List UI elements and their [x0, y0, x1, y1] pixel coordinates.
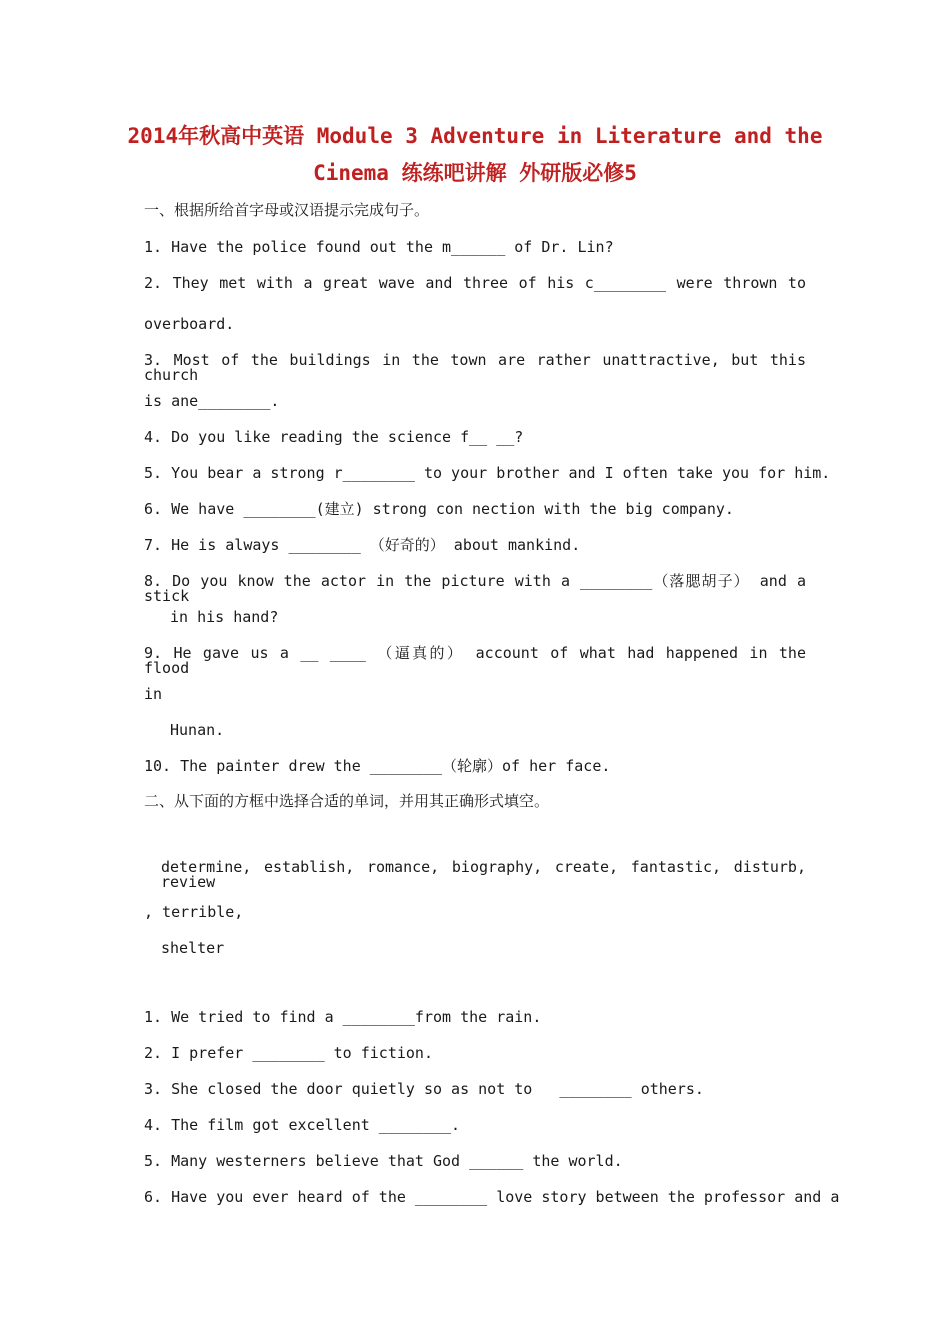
question-line: 1. Have the police found out the m______ of Dr. Lin?: [144, 238, 614, 256]
question-line: 9. He gave us a __ ____ （逼真的） account of what had happened in the flood: [144, 644, 806, 677]
section-1-heading: 一、根据所给首字母或汉语提示完成句子。: [144, 201, 430, 219]
question-line: 6. We have ________(建立) strong con nection with the big company.: [144, 500, 734, 518]
question-line: 10. The painter drew the ________（轮廓）of her face.: [144, 757, 611, 775]
word-box-line: shelter: [161, 939, 225, 957]
question-line: 5. Many westerners believe that God ______ the world.: [144, 1152, 623, 1170]
word-box-line: determine, establish, romance, biography, create, fantastic, disturb, review: [161, 858, 806, 891]
question-line: in: [144, 685, 163, 703]
question-line: 1. We tried to find a ________from the rain.: [144, 1008, 542, 1026]
question-line: 3. Most of the buildings in the town are rather unattractive, but this church: [144, 351, 806, 384]
question-line: in his hand?: [170, 608, 279, 626]
page-title-line-1: 2014年秋高中英语 Module 3 Adventure in Literature and the: [127, 124, 823, 148]
question-line: overboard.: [144, 315, 235, 333]
section-2-heading: 二、从下面的方框中选择合适的单词，并用其正确形式填空。: [144, 792, 550, 810]
word-box-line: , terrible,: [144, 903, 244, 921]
question-line: 4. Do you like reading the science f__ __?: [144, 428, 524, 446]
question-line: 4. The film got excellent ________.: [144, 1116, 461, 1134]
question-line: Hunan.: [170, 721, 225, 739]
question-line: 7. He is always ________ （好奇的） about mankind.: [144, 536, 581, 554]
question-line: 8. Do you know the actor in the picture with a ________（落腮胡子） and a stick: [144, 572, 806, 605]
page-title-line-2: Cinema 练练吧讲解 外研版必修5: [313, 161, 637, 185]
question-line: 2. I prefer ________ to fiction.: [144, 1044, 433, 1062]
question-line: 3. She closed the door quietly so as not to ________ others.: [144, 1080, 704, 1098]
question-line: 2. They met with a great wave and three of his c________ were thrown to: [144, 274, 806, 292]
question-line: is ane________.: [144, 392, 280, 410]
question-line: 5. You bear a strong r________ to your brother and I often take you for him.: [144, 464, 831, 482]
question-line: 6. Have you ever heard of the ________ love story between the professor and a: [144, 1188, 840, 1206]
